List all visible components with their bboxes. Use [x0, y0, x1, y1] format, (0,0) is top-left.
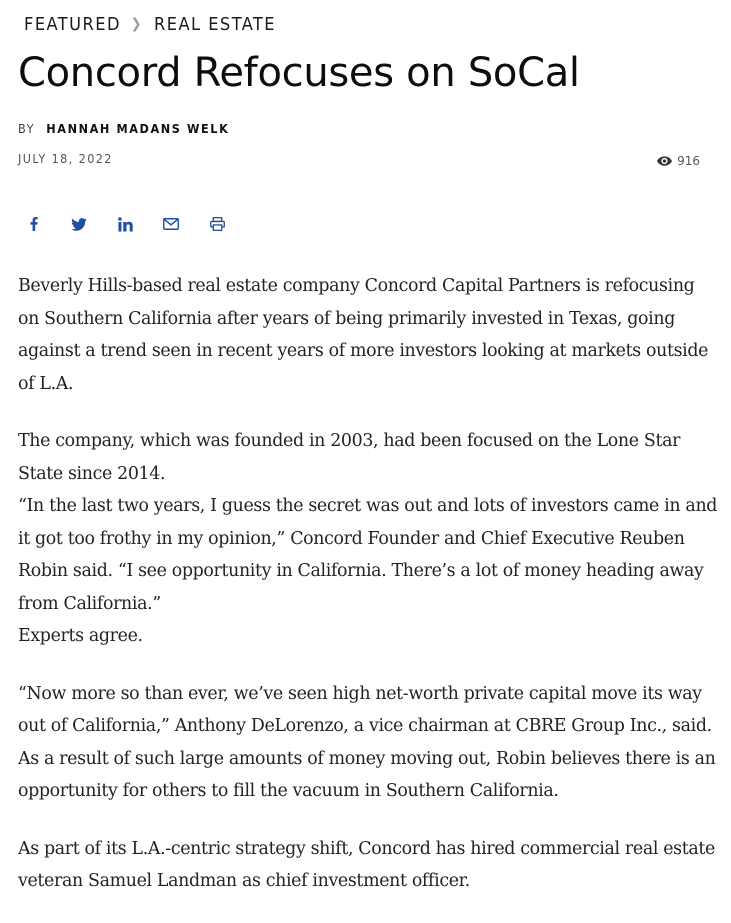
view-count-value: 916 — [677, 154, 700, 168]
paragraph-4: As part of its L.A.-centric strategy shift, Concord has hired commercial real estate veteran Samuel Landman as chief investment officer. — [18, 838, 715, 891]
publish-date: JULY 18, 2022 — [18, 151, 113, 166]
share-bar — [20, 208, 240, 240]
chevron-right-icon: ❯ — [130, 15, 143, 32]
paragraph-1: Beverly Hills-based real estate company Concord Capital Partners is refocusing on Southern California after years of being primarily invested in Texas, going against a trend seen in recent years of more investors looking at markets outside of L.A. — [18, 276, 709, 394]
paragraph-3 — [18, 678, 718, 808]
article-title: Concord Refocuses on SoCal — [18, 50, 580, 96]
by-label: BY — [18, 121, 36, 136]
view-count — [657, 154, 700, 168]
print-button[interactable] — [194, 208, 240, 240]
facebook-icon — [30, 217, 38, 231]
paragraph-2-text: The company, which was founded in 2003, had been focused on the Lone Star State since 2014. — [18, 431, 681, 484]
quote-delorenzo: “Now more so than ever, we’ve seen high net-worth private capital move its way out of California,” Anthony DeLorenzo, a vice chairman at CBRE Group Inc., said. — [18, 683, 712, 736]
breadcrumb — [24, 14, 276, 35]
author-link[interactable]: HANNAH MADANS WELK — [46, 121, 230, 136]
linkedin-icon — [118, 217, 133, 232]
byline — [18, 121, 229, 136]
experts-agree: Experts agree. — [18, 626, 143, 646]
email-icon — [163, 218, 179, 230]
print-icon — [210, 217, 225, 231]
share-facebook-button[interactable] — [20, 208, 56, 240]
article-body — [18, 270, 718, 923]
breadcrumb-featured[interactable]: FEATURED — [24, 14, 121, 35]
eye-icon — [657, 156, 672, 166]
share-twitter-button[interactable] — [56, 208, 102, 240]
share-email-button[interactable] — [148, 208, 194, 240]
paragraph-2 — [18, 425, 718, 653]
paragraph-3-text: As a result of such large amounts of money moving out, Robin believes there is an opportunity for others to fill the vacuum in Southern California. — [18, 748, 716, 801]
quote-robin: “In the last two years, I guess the secret was out and lots of investors came in and it got too frothy in my opinion,” Concord Founder and Chief Executive Reuben Robin said. “I see opportunity in California. There’s a lot of money heading away from California.” — [18, 496, 718, 614]
twitter-icon — [71, 218, 87, 231]
share-linkedin-button[interactable] — [102, 208, 148, 240]
breadcrumb-real-estate[interactable]: REAL ESTATE — [153, 14, 276, 35]
